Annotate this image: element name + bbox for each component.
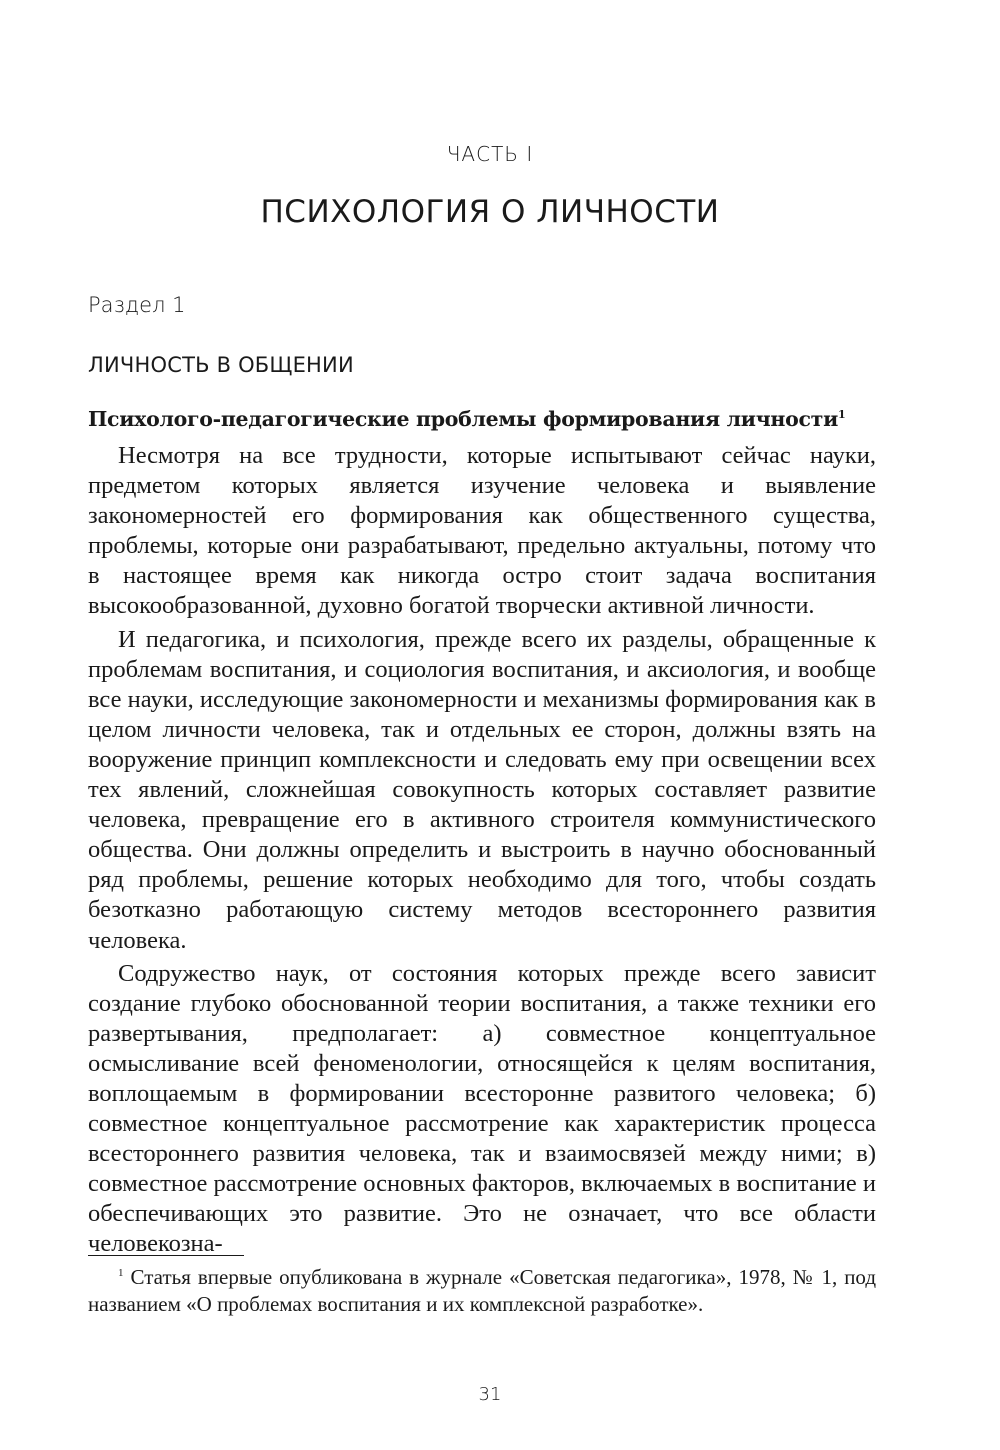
part-title: ПСИХОЛОГИЯ О ЛИЧНОСТИ — [260, 194, 720, 230]
part-label: ЧАСТЬ I — [446, 142, 534, 166]
paragraph: Несмотря на все трудности, которые испытывают сейчас науки, предметом которых является изучение человека и выявление закономерностей его формирования как общественного существа, проблемы, которые они разрабатывают, предельно актуальны, потому что в настоящее время как никогда остро стоит задача воспитания высокообразованной, духовно богатой творчески активной личности. — [88, 442, 876, 620]
section-title: ЛИЧНОСТЬ В ОБЩЕНИИ — [88, 353, 354, 377]
page-number: 31 — [478, 1384, 502, 1405]
section-label: Раздел 1 — [88, 293, 186, 317]
paragraph: Содружество наук, от состояния которых прежде всего зависит создание глубоко обоснованной теории воспитания, а также техники его развертывания, предполагает: а) совместное концептуальное осмысливание всей феноменологии, относящейся к целям воспитания, воплощаемым в формировании всесторонне развитого человека; б) совместное концептуальное рассмотрение как характеристик процесса всестороннего развития человека, так и взаимосвязей между ними; в) совместное рассмотрение основных факторов, включаемых в воспитание и обеспечивающих это развитие. Это не означает, что все области человекозна- — [88, 959, 876, 1258]
footnote-marker: 1 — [118, 1267, 124, 1279]
article-title — [88, 407, 888, 431]
article-body — [88, 441, 876, 1260]
footnote-text: Статья впервые опубликована в журнале «Советская педагогика», 1978, № 1, под названием «О проблемах воспитания и их комплексной разработке». — [88, 1265, 877, 1316]
footnote-divider — [88, 1255, 244, 1256]
footnote-reference: 1 — [837, 408, 846, 422]
paragraph: И педагогика, и психология, прежде всего их разделы, обращенные к проблемам воспитания, и социология воспитания, и аксиология, и вообще все науки, исследующие закономерности и механизмы формирования как в целом личности человека, так и отдельных ее сторон, должны взять на вооружение принцип комплексности и следовать ему при освещении всех тех явлений, сложнейшая совокупность которых составляет развитие человека, превращение его в активного строителя коммунистического общества. Они должны определить и выстроить в научно обоснованный ряд проблемы, решение которых необходимо для того, чтобы создать безотказно работающую систему методов всестороннего развития человека. — [88, 625, 876, 954]
footnote — [88, 1264, 876, 1318]
article-title-text: Психолого-педагогические проблемы формирования личности — [88, 407, 838, 431]
